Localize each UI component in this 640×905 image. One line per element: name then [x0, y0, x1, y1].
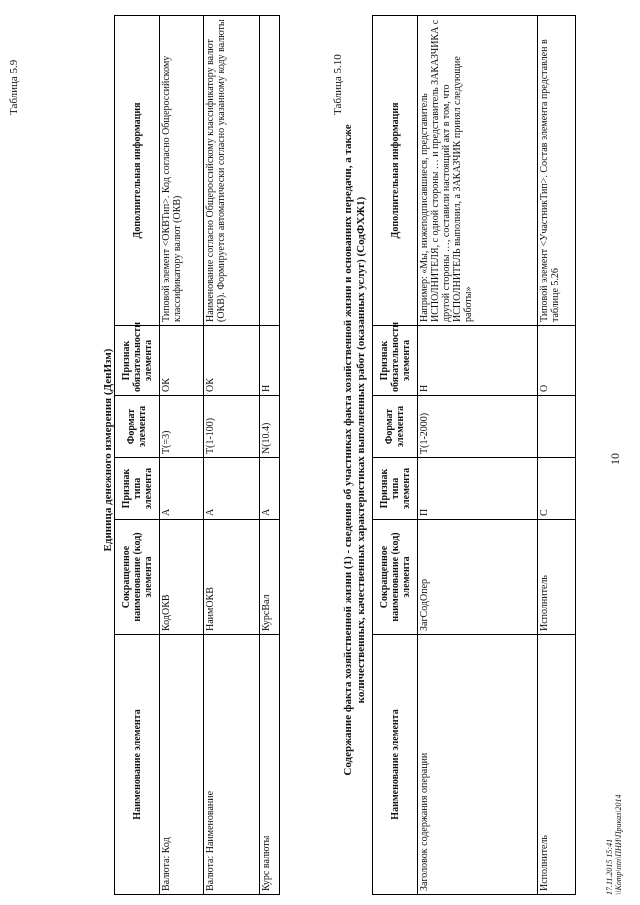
cell-info: Например: «Мы, нижеподписавшиеся, представитель ИСПОЛНИТЕЛЯ, с одной стороны … и представитель ЗАКАЗЧИКА с другой стороны …, составили настоящий акт в том, что ИСПОЛНИТЕЛЬ выполнил, а ЗАКАЗЧИК принял следующие работы»: [418, 16, 538, 326]
cell-format: T(=3): [160, 396, 204, 458]
cell-required: Н: [260, 326, 280, 396]
footer-date: 17.11.2015 15:41: [605, 838, 614, 895]
header-type: Признак типа элемента: [373, 458, 418, 520]
cell-name: Заголовок содержания операции: [418, 635, 538, 895]
cell-type: П: [418, 458, 538, 520]
cell-required: ОК: [160, 326, 204, 396]
header-code: Сокращенное наименование (код) элемента: [115, 520, 160, 635]
header-format: Формат элемента: [115, 396, 160, 458]
table-row: [418, 16, 538, 895]
header-required: Признак обязательности элемента: [373, 326, 418, 396]
table-row: [260, 16, 280, 895]
cell-info: Типовой элемент <ОКВТип>. Код согласно Общероссийскому классификатору валют (ОКВ): [160, 16, 204, 326]
header-info: Дополнительная информация: [373, 16, 418, 326]
table-5-10-caption-line2: количественных, качественных характеристиках выполненных работ (оказанных услуг) (СодФХЖ1): [355, 196, 367, 704]
header-required: Признак обязательности элемента: [115, 326, 160, 396]
footer-path: \\Komp\ntn\ПНИ\Приказ\2014: [614, 794, 623, 895]
table-5-10-label: Таблица 5.10: [332, 54, 344, 115]
cell-type: А: [260, 458, 280, 520]
cell-code: ЗагСодОпер: [418, 520, 538, 635]
header-name: Наименование элемента: [373, 635, 418, 895]
cell-name: Исполнитель: [538, 635, 576, 895]
cell-info: [260, 16, 280, 326]
cell-code: Исполнитель: [538, 520, 576, 635]
cell-info: Наименование согласно Общероссийскому классификатору валют (ОКВ). Формируется автоматически согласно указанному коду валюты: [204, 16, 260, 326]
table-5-10-caption-line1: Содержание факта хозяйственной жизни (1) - сведения об участниках факта хозяйственной жизни и основаниях передачи, а также: [342, 124, 354, 776]
header-name: Наименование элемента: [115, 635, 160, 895]
header-info: Дополнительная информация: [115, 16, 160, 326]
page-number: 10: [608, 453, 622, 465]
table-5-10-caption: [342, 15, 368, 885]
cell-code: КодОКВ: [160, 520, 204, 635]
cell-format: T(1-2000): [418, 396, 538, 458]
cell-code: КурсВал: [260, 520, 280, 635]
cell-code: НаимОКВ: [204, 520, 260, 635]
table-5-9-label: Таблица 5.9: [8, 59, 20, 115]
table-row: [538, 16, 576, 895]
cell-required: ОК: [204, 326, 260, 396]
table-5-10: [372, 15, 576, 895]
cell-type: А: [160, 458, 204, 520]
header-code: Сокращенное наименование (код) элемента: [373, 520, 418, 635]
cell-format: T(1-100): [204, 396, 260, 458]
footer-stamp: [605, 795, 623, 895]
cell-info: Типовой элемент <УчастникТип>. Состав элемента представлен в таблице 5.26: [538, 16, 576, 326]
cell-type: С: [538, 458, 576, 520]
table-header-row: [373, 16, 418, 895]
table-row: [204, 16, 260, 895]
cell-required: Н: [418, 326, 538, 396]
header-type: Признак типа элемента: [115, 458, 160, 520]
cell-name: Валюта: Наименование: [204, 635, 260, 895]
cell-format: [538, 396, 576, 458]
table-header-row: [115, 16, 160, 895]
table-5-9-caption: Единица денежного измерения (ДенИзм): [102, 348, 114, 552]
table-5-9: [114, 15, 280, 895]
cell-type: А: [204, 458, 260, 520]
cell-name: Курс валюты: [260, 635, 280, 895]
cell-format: N(10.4): [260, 396, 280, 458]
table-row: [160, 16, 204, 895]
cell-name: Валюта: Код: [160, 635, 204, 895]
header-format: Формат элемента: [373, 396, 418, 458]
cell-required: О: [538, 326, 576, 396]
